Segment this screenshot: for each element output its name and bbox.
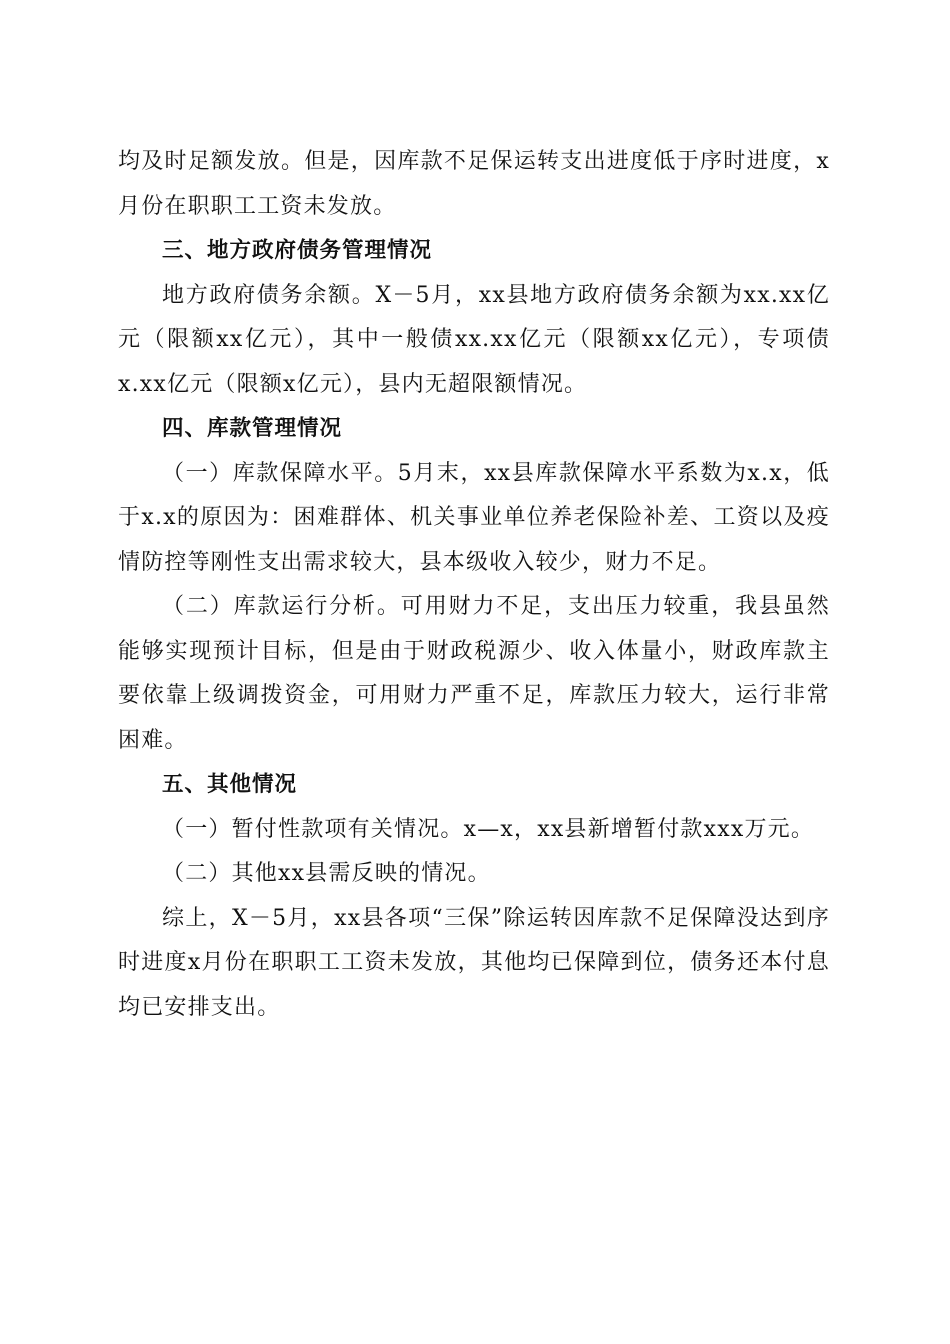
treasury-analysis-paragraph: （二）库款运行分析。可用财力不足，支出压力较重，我县虽然能够实现预计目标，但是由于财政税源少、收入体量小，财政库款主要依靠上级调拨资金，可用财力严重不足，库款压力较大，运行非常困难。	[118, 594, 830, 753]
section-heading-debt: 三、地方政府债务管理情况	[162, 238, 433, 263]
summary-paragraph: 综上，X－5月，xx县各项“三保”除运转因库款不足保障没达到序时进度x月份在职职工工资未发放，其他均已保障到位，债务还本付息均已安排支出。	[118, 905, 830, 1020]
document-body	[118, 140, 830, 1030]
section-heading-other: 五、其他情况	[162, 772, 298, 797]
section-heading-treasury: 四、库款管理情况	[162, 416, 343, 441]
treasury-guarantee-paragraph: （一）库款保障水平。5月末，xx县库款保障水平系数为x.x，低于x.x的原因为：困难群体、机关事业单位养老保险补差、工资以及疫情防控等刚性支出需求较大，县本级收入较少，财力不足。	[118, 460, 830, 575]
temporary-payment-paragraph: （一）暂付性款项有关情况。x—x，xx县新增暂付款xxx万元。	[162, 816, 815, 842]
other-situation-paragraph: （二）其他xx县需反映的情况。	[162, 861, 491, 886]
continued-paragraph: 均及时足额发放。但是，因库款不足保运转支出进度低于序时进度，x月份在职职工工资未发放。	[118, 149, 830, 219]
debt-paragraph: 地方政府债务余额。X－5月，xx县地方政府债务余额为xx.xx亿元（限额xx亿元），其中一般债xx.xx亿元（限额xx亿元），专项债x.xx亿元（限额x亿元），县内无超限额情况。	[118, 282, 830, 397]
